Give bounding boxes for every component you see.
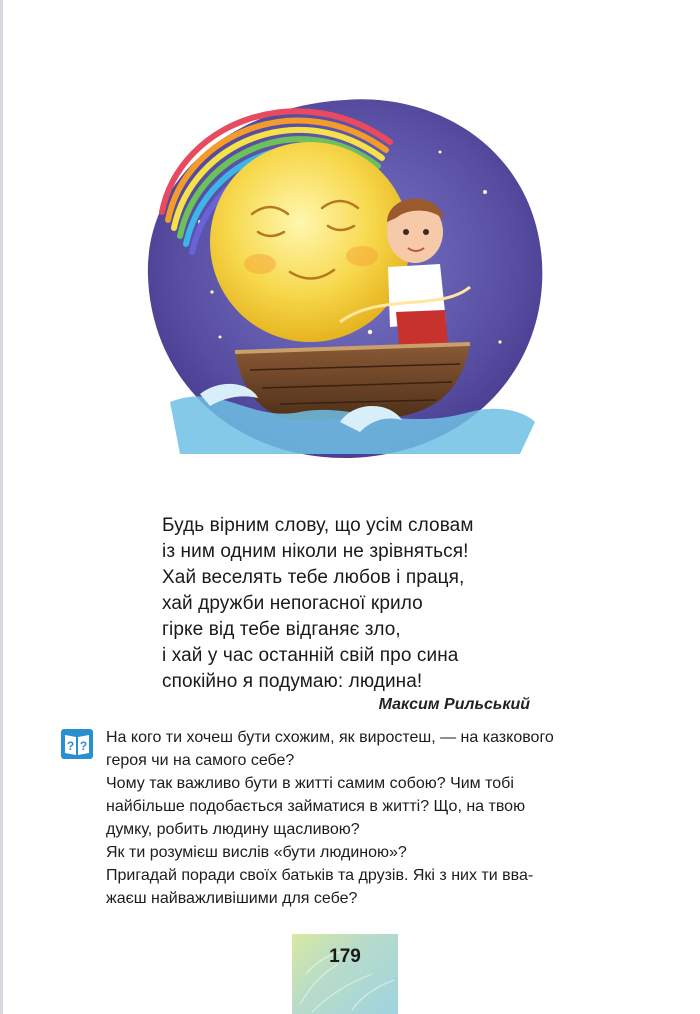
poem-line: спокійно я подумаю: людина! [162,671,423,692]
questions-block [106,726,636,910]
svg-text:?: ? [66,739,75,753]
svg-text:?: ? [79,739,88,753]
question-line: Чому так важливо бути в житті самим собою? Чим тобі [106,775,514,792]
question-line: жаєш найважливішими для себе? [106,890,358,907]
page-number: 179 [329,946,361,967]
poem-author: Максим Рильський [378,696,530,713]
poem-line: Хай веселять тебе любов і праця, [162,567,465,588]
question-line: Пригадай поради своїх батьків та друзів. Які з них ти вва- [106,867,534,884]
poem-line: із ним одним ніколи не зрівняться! [162,541,469,562]
question-line: героя чи на самого себе? [106,752,295,769]
poem-line: Будь вірним слову, що усім словам [162,515,474,536]
question-book-icon [60,728,94,760]
question-line: Як ти розумієш вислів «бути людиною»? [106,844,407,861]
question-line: думку, робить людину щасливою? [106,821,360,838]
question-line: найбільше подобається займатися в житті? Що, на твою [106,798,526,815]
poem-line: хай дружби непогасної крило [162,593,423,614]
poem-line: гірке від тебе відганяє зло, [162,619,401,640]
page-number-tile [292,934,398,1014]
question-line: На кого ти хочеш бути схожим, як виростеш, — на казкового [106,729,554,746]
poem [162,513,582,695]
moon-boat-illustration [140,82,550,462]
page-edge [0,0,3,1014]
poem-line: і хай у час останній свій про сина [162,645,459,666]
